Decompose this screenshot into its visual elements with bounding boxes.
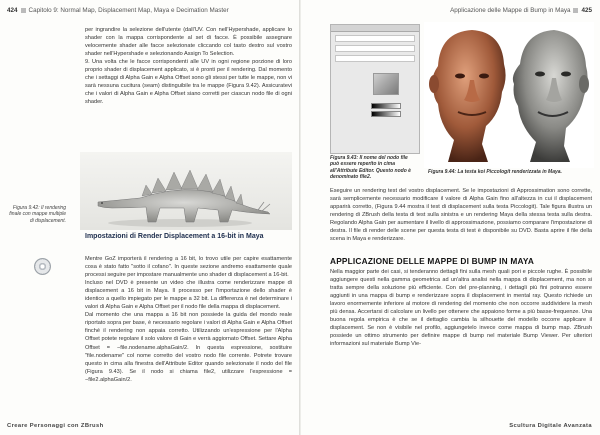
editor-row	[335, 35, 415, 42]
editor-row	[335, 55, 415, 62]
left-header	[7, 7, 229, 14]
section-heading: APPLICAZIONE DELLE MAPPE DI BUMP IN MAYA	[330, 256, 535, 266]
right-footer: Scultura Digitale Avanzata	[509, 423, 592, 429]
paragraph: Eseguire un rendering test del vostro displacement. Se le impostazioni di Approssimation sono corrette, sarà semplicemente necessario modificare il valore di Alpha Gain fino all'altezza in cui il displacement apparirà corretto, (Figura 9.44 mostra il test di displacement sulla testa Piccologit). Tale figura illustra un rendering di ZBrush della testa di test sulla sinistra e un rendering Maya della stessa testa sulla destra. Regolando Alpha Gain per aumentare il livello di approssimazione, possiamo comparare l'impostazione di destra. Il file di render delle scene per questa testa di test è disponibile su DVD. Basta aprire il file della scena in Maya e renderizzare.	[330, 188, 592, 243]
paragraph: Incluso nel DVD è presente un video che illustra come renderizzare mappe di displacement a 16 bit in Maya. Il processo per l'importazione dello shader è identico a quello impiegato per le mappe a 32 bit. La differenza è nel determinare i valori di Alpha Gain e Alpha Offset per il nodo file della mappa di displacement.	[85, 280, 292, 311]
paragraph: Nella maggior parte dei casi, si tenderanno dettagli fini sulla mesh quali pori e piccole rughe. È possibile aggiungere questi nella gamma geometrica ad un'altra analisi nella mappa di displacement, ma non si tratta sempre della soluzione più efficiente. Con del pre-planning, i dettagli più fini potranno essere aggiunti in una mappa di bump e renderizzare sopra il displacement in mental ray. Questo richiede un lavoro enormemente inferiore al motore di rendering del momento che non occorre suddividere la mesh più densa. Accertarsi di calcolare un livello per ottenere che appaiono forme a più basse-frequenze. Una buona regola empirica è che se il dettaglio cambia la silhouette del modello occorre applicare il displacement. Se non è visibile nel profilo, aggiungetelo invece come mappa di bump map. ZBrush possiede un ottimo strumento per definire mappe di bump nel materiale Bump Viewer. Per ulteriori informazioni sul materiale Bump Vie-	[330, 269, 592, 348]
figure-9-42-caption: Figura 9.42: Il rendering finale con mappe multiple di displacement.	[9, 205, 66, 224]
paragraph: 9. Una volta che le facce corrispondenti alle UV in ogni regione porzione di loro proprio shader di displacement applicato, si è pronti per il rendering. Dal momento che i settaggi di Alpha Gain e Alpha Offset sono gli stessi per tutte le mappe, non vi sarà nessuna cucitura (seam) distinguibile tra le mappe (Figura 9.42). Assicuratevi che i valori di Alpha Gain e Alpha Offset siano corretti per ciascun nodo file di ogni shader.	[85, 59, 292, 106]
head-renders-figure	[424, 22, 594, 168]
right-page	[300, 0, 600, 435]
header-separator	[573, 8, 578, 13]
right-header	[450, 7, 592, 14]
paragraph: Mentre GoZ importerà il rendering a 16 bit, lo trovo utile per capire esattamente cosa è stato fatto "sotto il cofano". In queste sezione andremo esattamente quale processi seguire per impostare manualmente uno shader di displacement a 16-bit.	[85, 256, 292, 279]
right-running-title: Applicazione delle Mappe di Bump in Maya	[450, 7, 571, 14]
left-text-top	[85, 26, 292, 106]
left-running-title: Capitolo 9: Normal Map, Displacement Map, Maya e Decimation Master	[28, 7, 229, 14]
dvd-icon	[34, 258, 51, 275]
figure-9-44-caption: Figura 9.44: La testa koi Piccologit renderizzata in Maya.	[428, 169, 562, 175]
left-text-bottom	[85, 255, 292, 384]
paragraph: Dal momento che una mappa a 16 bit non possiede la guida del mondo reale riportato sopra per base, è necessario regolare i valori di Alpha Gain e Alpha Offset finché il rendering non appaia corretto. Utilizzando un'espressione per l'Alpha Offset potete regolare il solo valore di Gain e verrà aggiornato Offset. Settare Alpha Offset = −file.nodename.alphaGain/2. In questa espressione, sostituire "file.nodename" col nome corretto del vostro nodo file corrente. Potrete trovare questo in cima alla finestra dell'Attribute Editor quando selezionate il nodo del file (Figura 9.43). Se il nodo si chiama file2, utilizzare l'espressione = −file2.alphaGain/2.	[85, 312, 292, 383]
texture-preview-swatch	[373, 73, 399, 95]
header-separator	[21, 8, 26, 13]
stegosaurus-render-figure	[80, 152, 292, 230]
figure-9-43-caption: Figura 9.43: Il nome del nodo file può essere reperito in cima all'Attribute Editor. Questo nodo è denominato file2.	[330, 155, 411, 181]
right-text-bottom	[330, 268, 592, 348]
left-subheading: Impostazioni di Render Displacement a 16-bit in Maya	[85, 233, 264, 240]
editor-titlebar	[331, 25, 419, 32]
right-text-top	[330, 187, 592, 243]
attribute-editor-screenshot	[330, 24, 420, 154]
left-footer: Creare Personaggi con ZBrush	[7, 423, 104, 429]
left-page-number: 424	[7, 7, 18, 14]
gradient-slider	[371, 111, 401, 117]
editor-row	[335, 45, 415, 52]
gradient-slider	[371, 103, 401, 109]
paragraph: per ingrandire la selezione dell'utente (dall'UV. Con nell'Hypershade, applicare lo shader con la mappa corrispondente al set di facce. È possibile assegnare velocemente shader alle facce selezionate cliccando col tasto destro sul vostro shader nell'Hypershade e selezionando Assign To Selection.	[85, 27, 292, 58]
right-page-number: 425	[581, 7, 592, 14]
